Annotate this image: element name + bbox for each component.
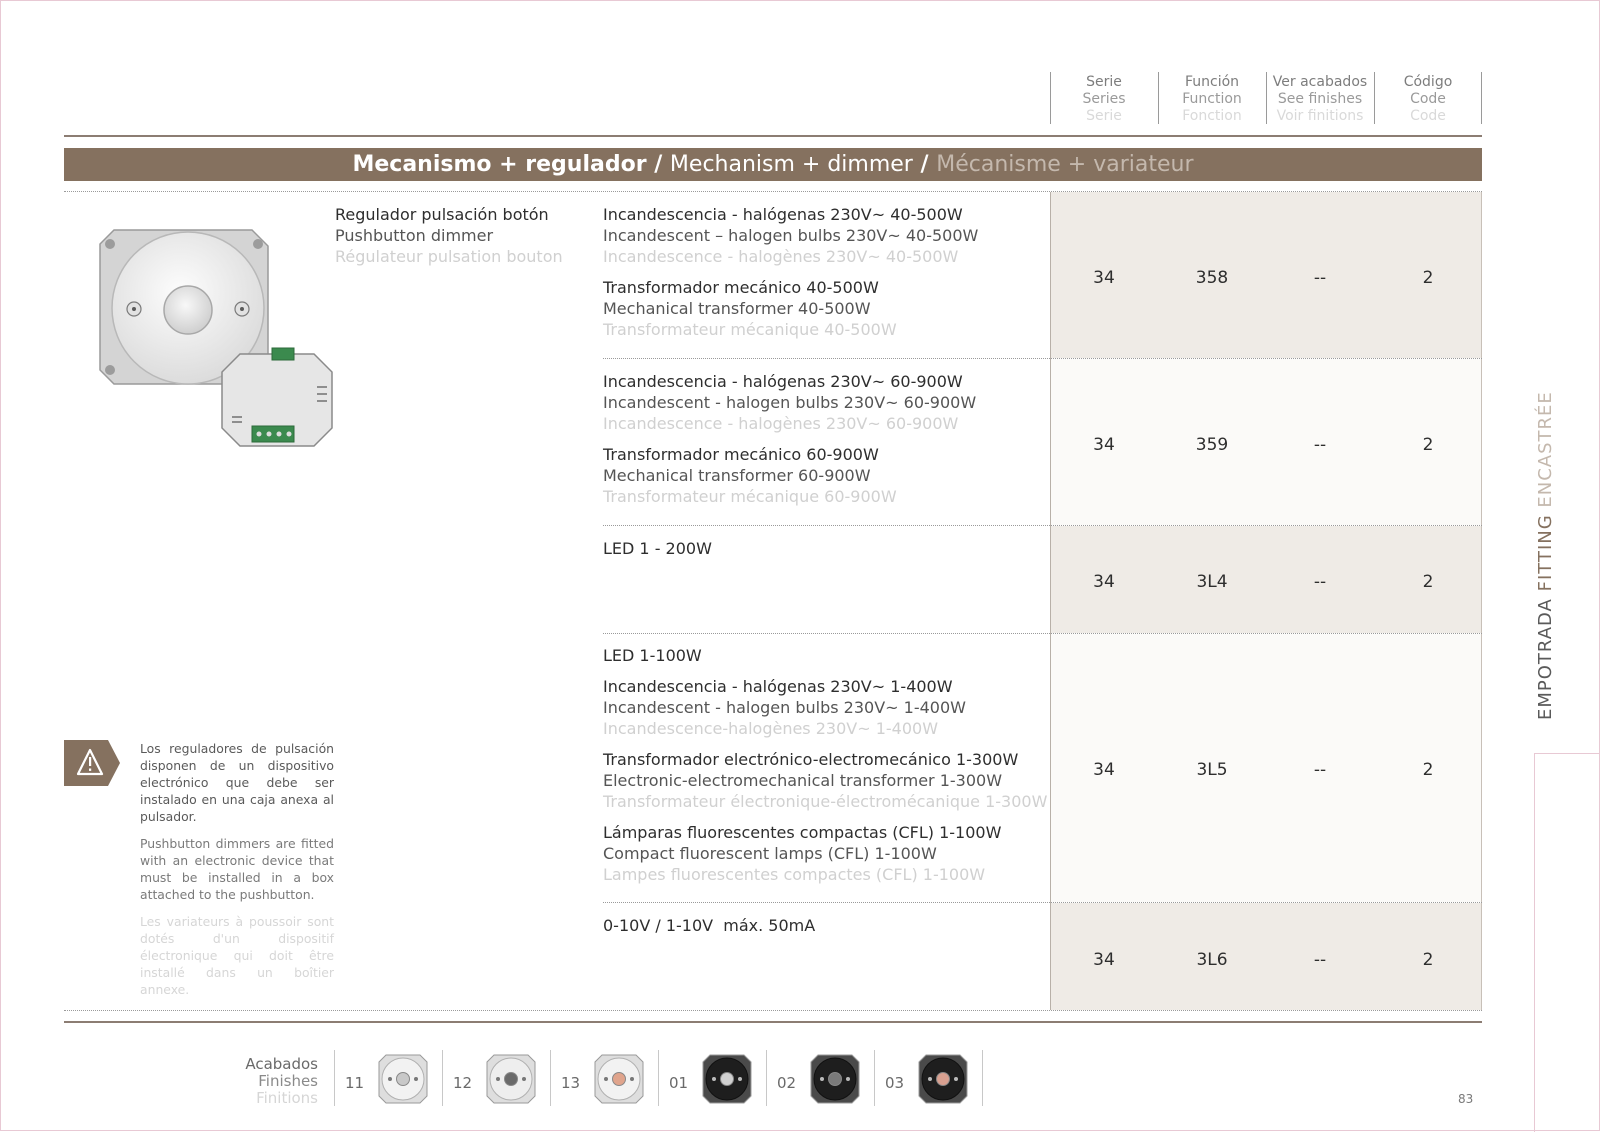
row-2-description xyxy=(603,371,976,507)
spec-es: Transformador electrónico-electromecánico 1-300W xyxy=(603,750,1019,769)
spec-fr: Incandescence - halogènes 230V~ 40-500W xyxy=(603,247,959,266)
sidebar-fr: ENCASTRÉE xyxy=(1535,391,1556,508)
finish-number: 11 xyxy=(345,1074,365,1092)
cell-serie: 34 xyxy=(1093,268,1115,288)
title-separator: / xyxy=(912,152,937,177)
finishes-label-en: Finishes xyxy=(258,1072,318,1090)
row-3-description xyxy=(603,538,712,559)
spec-en: Compact fluorescent lamps (CFL) 1-100W xyxy=(603,844,937,863)
column-header-en: Function xyxy=(1182,91,1242,107)
column-header-fr: Serie xyxy=(1086,108,1122,124)
spec-label: LED 1 - 200W xyxy=(603,539,712,558)
finish-swatch-icon xyxy=(484,1052,538,1106)
finish-separator xyxy=(334,1050,335,1106)
finish-swatch-icon xyxy=(700,1052,754,1106)
cell-funcion: 358 xyxy=(1195,268,1229,288)
finish-number: 02 xyxy=(777,1074,797,1092)
cell-acabados: -- xyxy=(1313,435,1327,455)
column-header-es: Función xyxy=(1184,74,1240,90)
row-5-description xyxy=(603,915,815,936)
cell-funcion: 3L5 xyxy=(1196,760,1228,780)
cell-serie: 34 xyxy=(1093,435,1115,455)
sidebar-section-label xyxy=(1535,391,1556,720)
page-number: 83 xyxy=(1458,1092,1474,1106)
top-rule xyxy=(64,135,1482,137)
spec-es: Transformador mecánico 40-500W xyxy=(603,278,879,297)
title-en: Mechanism + dimmer xyxy=(669,152,913,177)
row-separator xyxy=(603,525,1482,526)
cell-serie: 34 xyxy=(1093,572,1115,592)
cell-acabados: -- xyxy=(1313,268,1327,288)
finish-separator xyxy=(658,1050,659,1106)
spec-en: Incandescent - halogen bulbs 230V~ 1-400W xyxy=(603,698,966,717)
spec-label: LED 1-100W xyxy=(603,646,702,665)
note-fr: Les variateurs à poussoir sont dotés d'un dispositif électronique qui doit être installé dans un boîtier annexe. xyxy=(140,914,334,997)
row-separator xyxy=(603,633,1482,634)
spec-fr: Incandescence-halogènes 230V~ 1-400W xyxy=(603,719,939,738)
spec-en: Electronic-electromechanical transformer 1-300W xyxy=(603,771,1003,790)
column-header-fr: Voir finitions xyxy=(1276,108,1364,124)
finish-separator xyxy=(550,1050,551,1106)
sidebar-tab-border xyxy=(1534,753,1600,1132)
product-name-en: Pushbutton dimmer xyxy=(335,226,494,245)
column-header-fr: Fonction xyxy=(1182,108,1242,124)
finish-number: 12 xyxy=(453,1074,473,1092)
cell-acabados: -- xyxy=(1313,760,1327,780)
row-4-description xyxy=(603,645,1047,885)
spec-fr: Transformateur mécanique 60-900W xyxy=(603,487,897,506)
column-header-fr: Code xyxy=(1410,108,1446,124)
finish-swatch-icon xyxy=(808,1052,862,1106)
column-header-en: Code xyxy=(1410,91,1446,107)
column-header-serie xyxy=(1051,74,1157,125)
spec-en: Mechanical transformer 40-500W xyxy=(603,299,871,318)
cell-codigo: 2 xyxy=(1422,572,1434,592)
warning-icon xyxy=(64,740,120,786)
title-fr: Mécanisme + variateur xyxy=(936,152,1194,177)
column-header-acabados xyxy=(1267,74,1373,125)
cell-acabados: -- xyxy=(1313,572,1327,592)
cell-codigo: 2 xyxy=(1422,950,1434,970)
header-separator xyxy=(1481,72,1482,124)
spec-en: Mechanical transformer 60-900W xyxy=(603,466,871,485)
finish-separator xyxy=(874,1050,875,1106)
section-title-banner xyxy=(64,148,1482,181)
spec-es: Transformador mecánico 60-900W xyxy=(603,445,879,464)
row-1-description xyxy=(603,204,978,340)
table-right-border xyxy=(1481,192,1482,1010)
finish-number: 13 xyxy=(561,1074,581,1092)
spec-en: Incandescent - halogen bulbs 230V~ 60-900W xyxy=(603,393,977,412)
spec-es: Lámparas fluorescentes compactas (CFL) 1-100W xyxy=(603,823,1002,842)
finish-separator xyxy=(982,1050,983,1106)
cell-acabados: -- xyxy=(1313,950,1327,970)
cell-codigo: 2 xyxy=(1422,760,1434,780)
product-image xyxy=(92,222,342,462)
finish-swatch-icon xyxy=(592,1052,646,1106)
spec-fr: Transformateur électronique-électromécanique 1-300W xyxy=(603,792,1048,811)
finishes-label-es: Acabados xyxy=(245,1055,318,1073)
product-name-fr: Régulateur pulsation bouton xyxy=(335,247,563,266)
row-separator xyxy=(603,358,1482,359)
column-header-en: See finishes xyxy=(1277,91,1363,107)
cell-serie: 34 xyxy=(1093,760,1115,780)
finish-separator xyxy=(766,1050,767,1106)
spec-en: Incandescent – halogen bulbs 230V~ 40-500W xyxy=(603,226,979,245)
column-header-funcion xyxy=(1159,74,1265,125)
cell-funcion: 3L6 xyxy=(1196,950,1228,970)
spec-fr: Transformateur mécanique 40-500W xyxy=(603,320,897,339)
column-header-es: Ver acabados xyxy=(1272,74,1368,90)
column-header-es: Serie xyxy=(1086,74,1122,90)
spec-label: 0-10V / 1-10V máx. 50mA xyxy=(603,916,816,935)
spec-fr: Incandescence - halogènes 230V~ 60-900W xyxy=(603,414,959,433)
finishes-label xyxy=(200,1056,318,1107)
cell-serie: 34 xyxy=(1093,950,1115,970)
spec-fr: Lampes fluorescentes compactes (CFL) 1-100W xyxy=(603,865,986,884)
sidebar-en: FITTING xyxy=(1535,514,1556,592)
finish-number: 01 xyxy=(669,1074,689,1092)
spec-es: Incandescencia - halógenas 230V~ 40-500W xyxy=(603,205,963,224)
table-divider xyxy=(1050,192,1051,1010)
warning-note xyxy=(140,740,334,1008)
spec-es: Incandescencia - halógenas 230V~ 60-900W xyxy=(603,372,963,391)
cell-funcion: 3L4 xyxy=(1196,572,1228,592)
product-name-es: Regulador pulsación botón xyxy=(335,205,549,224)
note-es: Los reguladores de pulsación disponen de un dispositivo electrónico que debe ser instalado en una caja anexa al pulsador. xyxy=(140,741,334,824)
column-header-en: Series xyxy=(1082,91,1126,107)
spec-es: Incandescencia - halógenas 230V~ 1-400W xyxy=(603,677,953,696)
table-bottom-line xyxy=(64,1010,1482,1011)
finish-separator xyxy=(442,1050,443,1106)
column-header-codigo xyxy=(1375,74,1481,125)
finishes-label-fr: Finitions xyxy=(256,1089,318,1107)
finish-swatch-icon xyxy=(916,1052,970,1106)
title-separator: / xyxy=(646,152,670,177)
note-en: Pushbutton dimmers are fitted with an electronic device that must be installed in a box attached to the pushbutton. xyxy=(140,836,334,902)
finish-swatch-icon xyxy=(376,1052,430,1106)
cell-funcion: 359 xyxy=(1195,435,1229,455)
row-separator xyxy=(603,902,1482,903)
sidebar-es: EMPOTRADA xyxy=(1535,598,1556,720)
finish-number: 03 xyxy=(885,1074,905,1092)
column-header-es: Código xyxy=(1403,74,1453,90)
bottom-rule xyxy=(64,1021,1482,1023)
cell-codigo: 2 xyxy=(1422,268,1434,288)
product-name xyxy=(335,204,563,267)
cell-codigo: 2 xyxy=(1422,435,1434,455)
title-es: Mecanismo + regulador xyxy=(352,152,647,177)
